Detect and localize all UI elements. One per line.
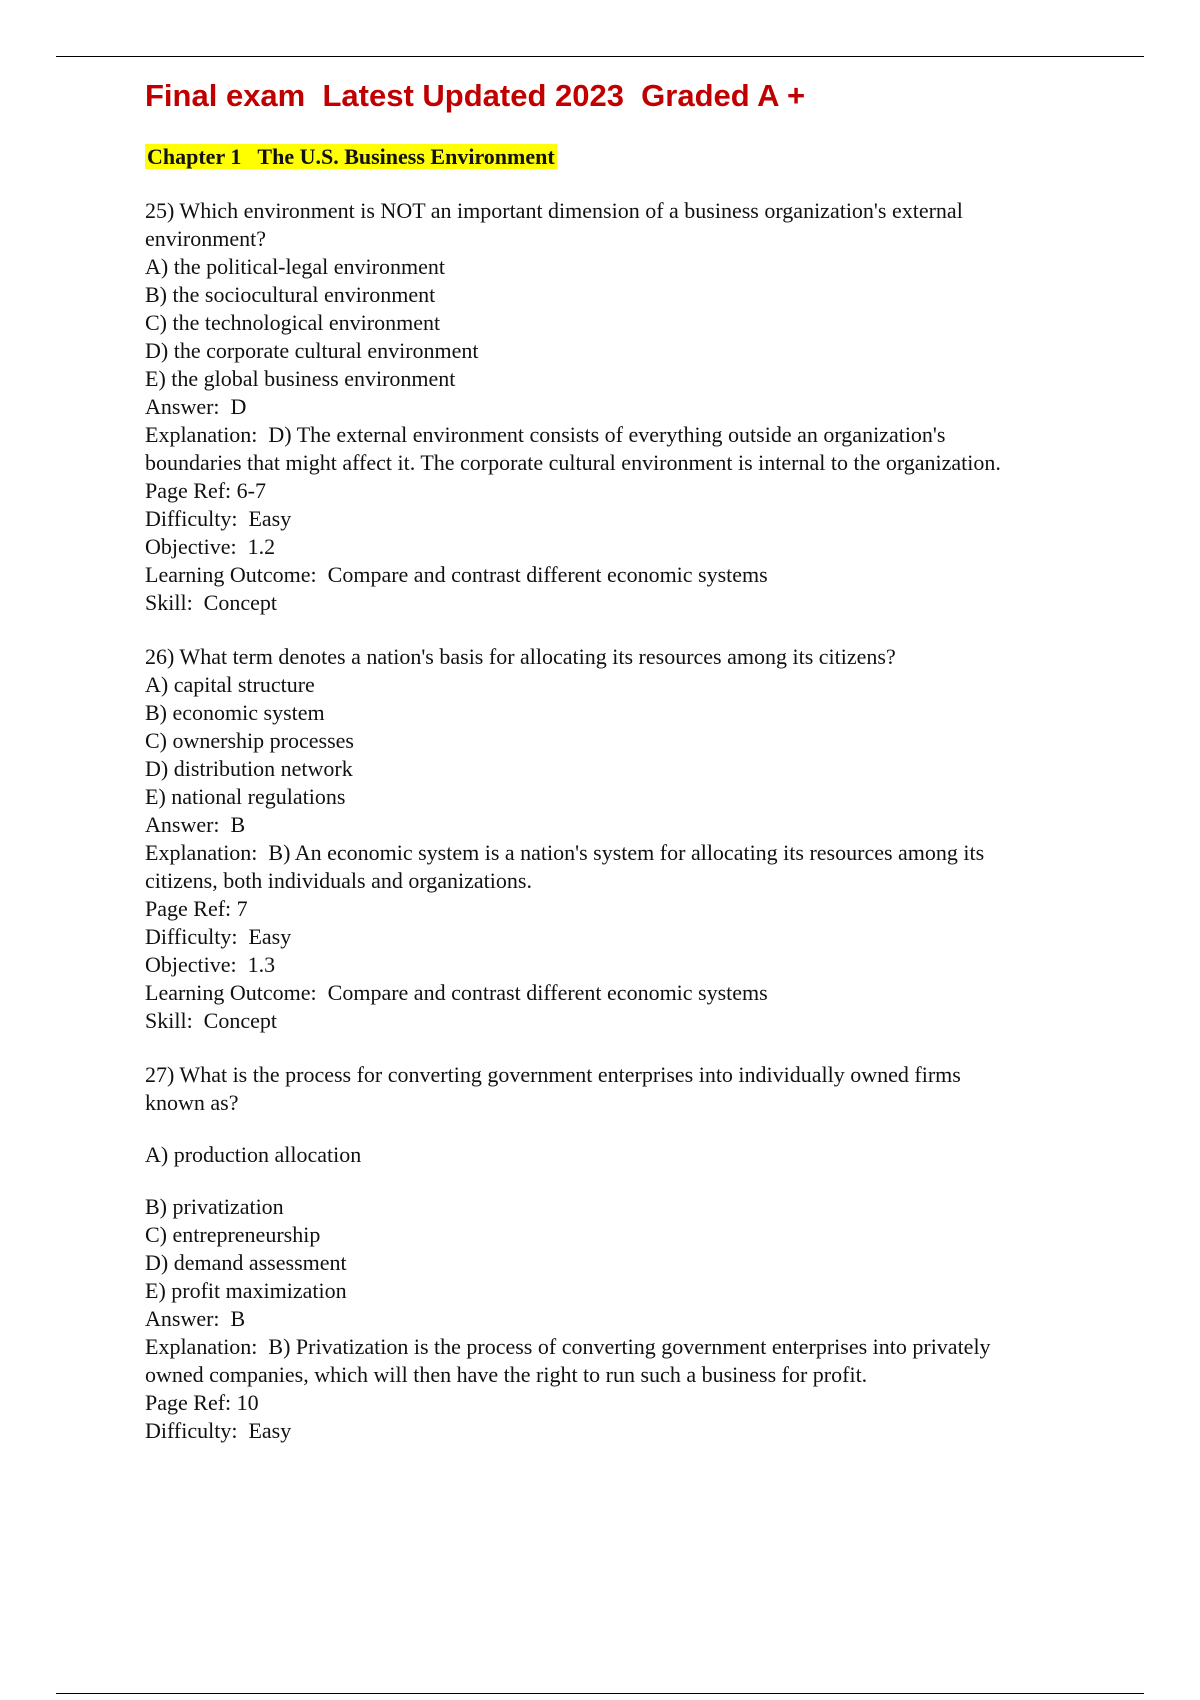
option-c: C) the technological environment <box>145 310 441 335</box>
objective: Objective: 1.2 <box>145 534 276 559</box>
page-ref: Page Ref: 6-7 <box>145 478 266 503</box>
question-26 <box>145 643 1135 1035</box>
option-c: C) ownership processes <box>145 728 354 753</box>
option-e: E) national regulations <box>145 784 346 809</box>
chapter-heading-text: Chapter 1 The U.S. Business Environment <box>147 144 555 169</box>
option-c: C) entrepreneurship <box>145 1222 321 1247</box>
answer: Answer: B <box>145 812 246 837</box>
option-b: B) economic system <box>145 700 325 725</box>
top-rule <box>56 56 1144 57</box>
page-ref: Page Ref: 7 <box>145 896 248 921</box>
question-25 <box>145 197 1135 617</box>
learning-outcome: Learning Outcome: Compare and contrast different economic systems <box>145 980 768 1005</box>
question-stem: 26) What term denotes a nation's basis for allocating its resources among its citizens? <box>145 644 896 669</box>
difficulty: Difficulty: Easy <box>145 924 292 949</box>
question-stem-continued: environment? <box>145 226 266 251</box>
explanation-continued: citizens, both individuals and organizations. <box>145 868 532 893</box>
answer: Answer: D <box>145 394 247 419</box>
document-title: Final exam Latest Updated 2023 Graded A + <box>145 78 806 113</box>
document-body <box>145 76 1135 1445</box>
question-stem: 27) What is the process for converting government enterprises into individually owned firms <box>145 1062 961 1087</box>
skill: Skill: Concept <box>145 1008 277 1033</box>
option-a: A) capital structure <box>145 672 315 697</box>
bottom-rule <box>56 1693 1144 1694</box>
explanation-continued: owned companies, which will then have the right to run such a business for profit. <box>145 1362 868 1387</box>
explanation: Explanation: D) The external environment consists of everything outside an organization's <box>145 422 946 447</box>
page-ref: Page Ref: 10 <box>145 1390 259 1415</box>
explanation: Explanation: B) Privatization is the process of converting government enterprises into privately <box>145 1334 991 1359</box>
question-27 <box>145 1061 1135 1445</box>
option-b: B) the sociocultural environment <box>145 282 436 307</box>
option-a: A) production allocation <box>145 1142 362 1167</box>
question-stem-continued: known as? <box>145 1090 239 1115</box>
learning-outcome: Learning Outcome: Compare and contrast different economic systems <box>145 562 768 587</box>
question-stem: 25) Which environment is NOT an important dimension of a business organization's external <box>145 198 963 223</box>
explanation-continued: boundaries that might affect it. The corporate cultural environment is internal to the organization. <box>145 450 1001 475</box>
option-e: E) the global business environment <box>145 366 456 391</box>
answer: Answer: B <box>145 1306 246 1331</box>
difficulty: Difficulty: Easy <box>145 506 292 531</box>
option-d: D) demand assessment <box>145 1250 347 1275</box>
chapter-heading <box>145 143 1135 171</box>
option-e: E) profit maximization <box>145 1278 347 1303</box>
option-b: B) privatization <box>145 1194 284 1219</box>
explanation: Explanation: B) An economic system is a nation's system for allocating its resources among its <box>145 840 985 865</box>
option-d: D) distribution network <box>145 756 353 781</box>
skill: Skill: Concept <box>145 590 277 615</box>
difficulty: Difficulty: Easy <box>145 1418 292 1443</box>
option-d: D) the corporate cultural environment <box>145 338 479 363</box>
objective: Objective: 1.3 <box>145 952 276 977</box>
option-a: A) the political-legal environment <box>145 254 445 279</box>
